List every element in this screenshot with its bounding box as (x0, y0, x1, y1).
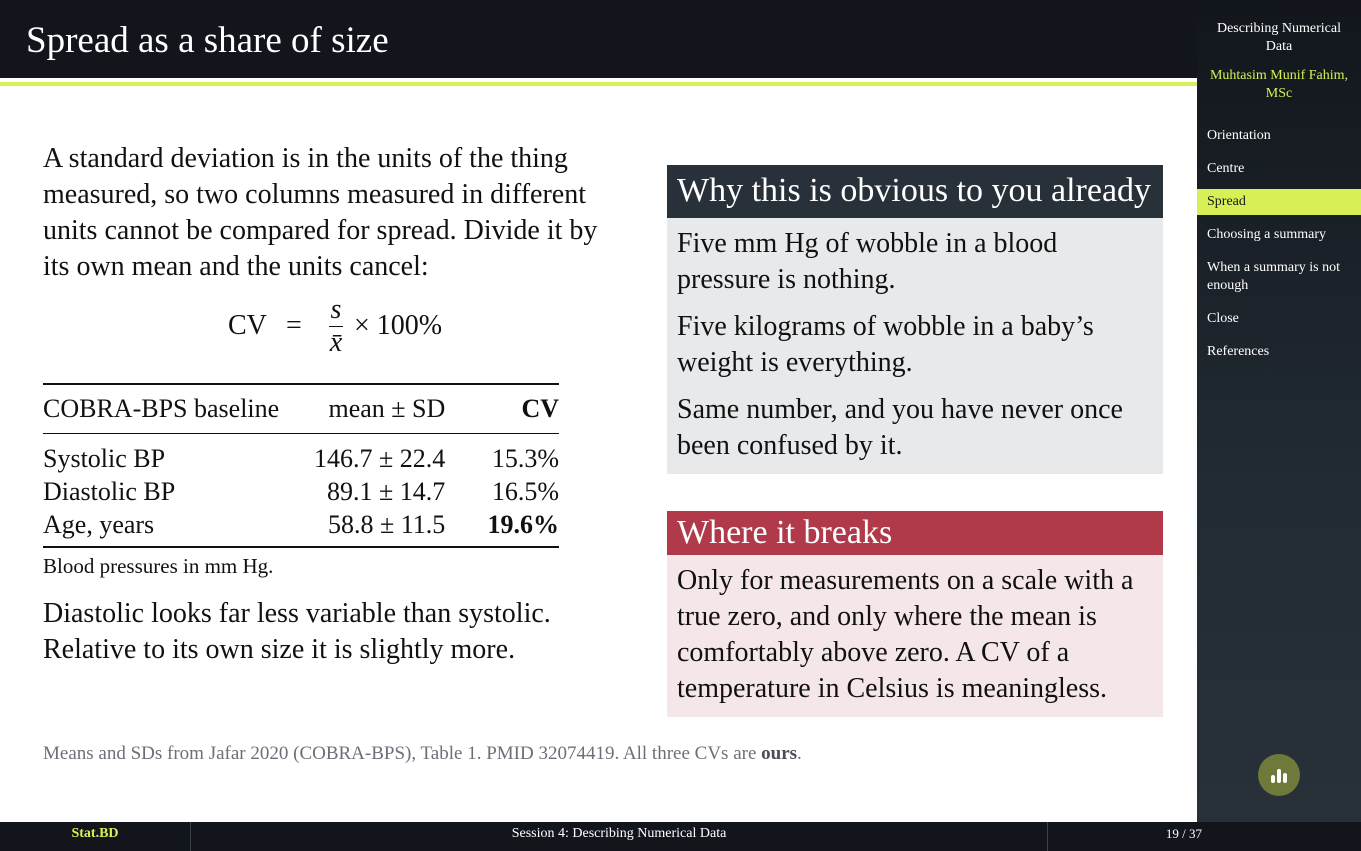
table-header-row (43, 384, 559, 434)
formula-equals: = (286, 310, 302, 341)
table-note: Blood pressures in mm Hg. (43, 554, 274, 578)
sidebar-item-references[interactable]: References (1207, 344, 1270, 359)
table-row (43, 434, 559, 476)
callout-heading: Why this is obvious to you already (667, 165, 1163, 218)
sidebar-author: Muhtasim Munif Fahim, MSc (1209, 68, 1349, 101)
remark-paragraph: Diastolic looks far less variable than systolic. Relative to its own size it is slightly more. (43, 598, 551, 665)
footer-session: Session 4: Describing Numerical Data (511, 826, 727, 841)
table-row (43, 475, 559, 508)
sidebar-deck-title: Describing Numerical Data (1216, 21, 1341, 54)
table-cell: 19.6% (487, 509, 559, 539)
callout-breaks (667, 511, 1163, 717)
intro-paragraph: A standard deviation is in the units of the thing measured, so two columns measured in different units cannot be compared for spread. Divide it by its own mean and the units cancel: (43, 143, 598, 282)
table-cell: Diastolic BP (43, 476, 176, 506)
footnote-end: . (797, 743, 802, 764)
column-header: COBRA-BPS baseline (43, 394, 280, 423)
table-cell: 58.8 ± 11.5 (327, 509, 446, 539)
footnote-text: Means and SDs from Jafar 2020 (COBRA-BPS), Table 1. PMID 32074419. All three CVs are (43, 743, 762, 764)
cv-table (43, 383, 559, 548)
sidebar-nav (1197, 127, 1361, 376)
title-bar (0, 0, 1197, 78)
formula-denominator: x̄ (329, 327, 343, 358)
title-rule (0, 82, 1197, 86)
callout-body (667, 555, 1163, 717)
callout-heading: Where it breaks (667, 511, 1163, 555)
column-header: mean ± SD (328, 394, 446, 423)
sidebar-item-spread[interactable]: Spread (1197, 189, 1361, 215)
callout-paragraph: Five kilograms of wobble in a baby’s weight is everything. (677, 311, 1094, 378)
sidebar (1197, 0, 1361, 822)
table-cell: 146.7 ± 22.4 (314, 443, 446, 473)
bar-chart-icon[interactable] (1258, 754, 1300, 796)
sidebar-item-close[interactable]: Close (1207, 311, 1239, 326)
sidebar-item-when-a-summary-is-not-enough[interactable]: When a summary is not enough (1207, 260, 1340, 293)
callout-obvious (667, 165, 1163, 474)
sidebar-item-choosing-a-summary[interactable]: Choosing a summary (1207, 227, 1326, 242)
table-row (43, 508, 559, 547)
formula-fraction (326, 296, 346, 357)
bar-chart-glyph (1258, 754, 1300, 796)
table-cell: Age, years (43, 509, 155, 539)
sidebar-item-orientation[interactable]: Orientation (1207, 128, 1271, 143)
formula-rest: × 100% (354, 310, 443, 341)
formula-numerator: s (330, 294, 342, 325)
callout-paragraph: Only for measurements on a scale with a true zero, and only where the mean is comfortably above zero. A CV of a temperature in Celsius is meaningless. (677, 565, 1134, 704)
callout-paragraph: Five mm Hg of wobble in a blood pressure is nothing. (677, 228, 1058, 295)
table-cell: Systolic BP (43, 443, 166, 473)
footer (0, 822, 1361, 851)
slide-title: Spread as a share of size (26, 20, 389, 61)
footnote-emphasis: ours (761, 743, 798, 764)
callout-paragraph: Same number, and you have never once been confused by it. (677, 394, 1123, 461)
column-header: CV (521, 394, 559, 423)
sidebar-item-centre[interactable]: Centre (1207, 161, 1245, 176)
source-footnote (43, 743, 802, 765)
formula-lhs: CV (228, 310, 267, 341)
table-cell: 15.3% (491, 443, 559, 473)
table-cell: 16.5% (491, 476, 559, 506)
callout-body (667, 218, 1163, 474)
table-cell: 89.1 ± 14.7 (327, 476, 446, 506)
footer-brand[interactable]: Stat.BD (71, 826, 119, 841)
footer-page-number: 19 / 37 (1165, 826, 1202, 841)
